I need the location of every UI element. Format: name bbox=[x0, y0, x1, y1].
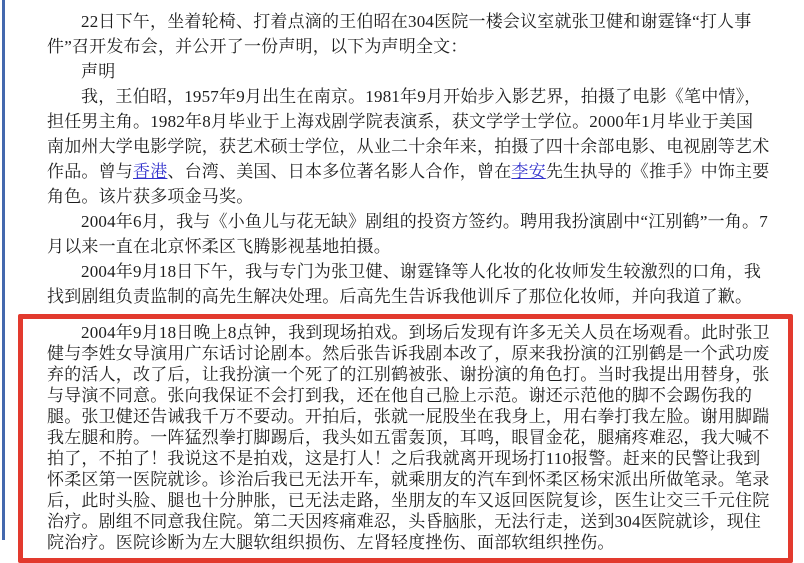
link-hongkong[interactable]: 香港 bbox=[133, 162, 168, 181]
conflict-paragraph: 2004年9月18日下午，我与专门为张卫健、谢霆锋等人化妆的化妆师发生较激烈的口角，我找到剧组负责监制的高先生解决处理。后高先生告诉我他训斥了那位化妆师，并向我道了歉。 bbox=[47, 262, 762, 306]
bio-text-3: 先生执导的《推手》中饰主要角色。该片获多项金马奖。 bbox=[47, 162, 770, 206]
article-content bbox=[47, 0, 770, 563]
incident-paragraph: 2004年9月18日晚上8点钟，我到现场拍戏。到场后发现有许多无关人员在场观看。此时张卫健与李姓女导演用广东话讨论剧本。然后张告诉我剧本改了，原来我扮演的江别鹤是一个武功废弃的活人，改了后，让我扮演一个死了的江别鹤被张、谢扮演的角色打。当时我提出用替身，张与导演不同意。张向我保证不会打到我，还在他自己脸上示范。谢还示范他的脚不会踢伤我的腿。张卫健还告诫我千万不要动。开拍后，张就一屁股坐在我身上，用右拳打我左脸。谢用脚踹我左腿和胯。一阵猛烈拳打脚踢后，我头如五雷轰顶，耳鸣，眼冒金花，腿痛疼难忍，我大喊不拍了，不拍了！我说这不是拍戏，这是打人！之后我就离开现场打110报警。赶来的民警让我到怀柔区第一医院就诊。诊治后我已无法开车，就乘朋友的汽车到怀柔区杨宋派出所做笔录。笔录后，此时头脸、腿也十分肿胀，已无法走路，坐朋友的车又返回医院复诊，医生让交三千元住院治疗。剧组不同意我住院。第二天因疼痛难忍，头昏脑胀，无法行走，送到304医院就诊，现住院治疗。医院诊断为左大腿软组织损伤、左肾轻度挫伤、面部软组织挫伤。 bbox=[47, 323, 770, 552]
bio-text-2: 、台湾、美国、日本多位著名影人合作，曾在 bbox=[167, 162, 512, 181]
intro-paragraph: 22日下午，坐着轮椅、打着点滴的王伯昭在304医院一楼会议室就张卫健和谢霆锋“打人事件”召开发布会，并公开了一份声明，以下为声明全文： bbox=[47, 12, 752, 56]
bio-text-1: 我，王伯昭，1957年9月出生在南京。1981年9月开始步入影艺界，拍摄了电影《笔中情》，担任男主角。1982年8月毕业于上海戏剧学院表演系，获文学学士学位。2000年1月毕业于美国南加州大学电影学院，获艺术硕士学位，从业二十余年来，拍摄了四十余部电影、电视剧等艺术作品。曾与 bbox=[47, 87, 770, 181]
statement-title: 声明 bbox=[81, 62, 116, 81]
left-edge-accent-bar bbox=[2, 0, 5, 540]
contract-paragraph: 2004年6月，我与《小鱼儿与花无缺》剧组的投资方签约。聘用我扮演剧中“江别鹤”一角。7月以来一直在北京怀柔区飞腾影视基地拍摄。 bbox=[47, 212, 768, 256]
highlight-annotation-box bbox=[18, 314, 793, 563]
link-lian[interactable]: 李安 bbox=[511, 162, 546, 181]
bio-paragraph bbox=[47, 84, 770, 209]
